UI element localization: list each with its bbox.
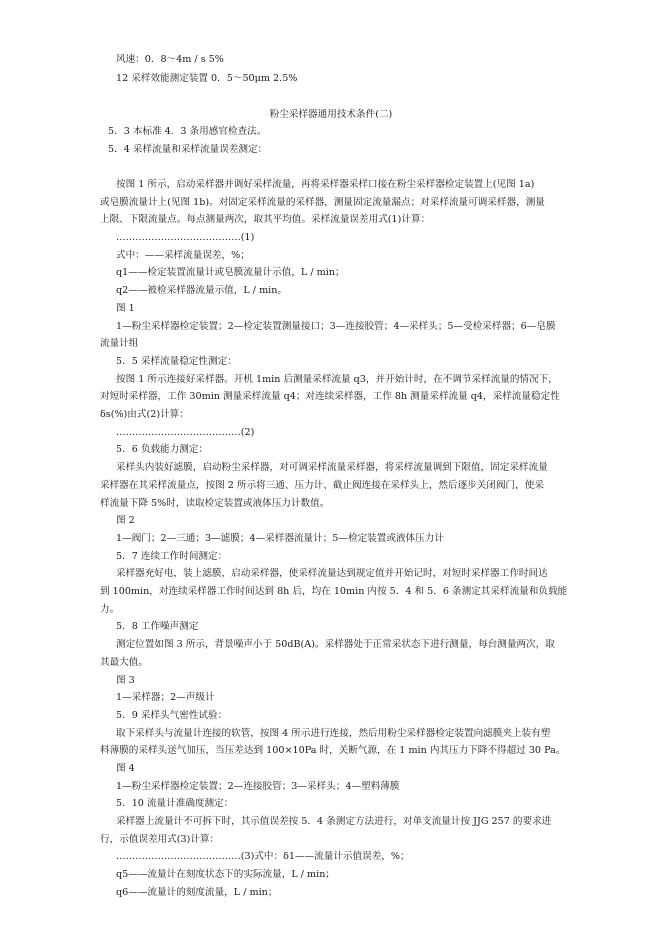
clause-5-9-para-2: 料薄膜的采样头送气加压，当压差达到 100×10Pa 时，关断气源，在 1 min 内其压力下降不得超过 30 Pa。 bbox=[100, 745, 566, 756]
line-wind-speed: 风速：0．8～4m / s 5% bbox=[116, 54, 224, 65]
figure-3-label: 图 3 bbox=[116, 675, 135, 686]
clause-5-8-para-1: 测定位置如图 3 所示，背景噪声小于 50dB(A)。采样器处于正常采状态下进行测量，每台测量两次，取 bbox=[116, 639, 555, 650]
clause-5-5-para-3: δs(%)由式(2)计算： bbox=[100, 409, 189, 420]
clause-5-7-para-1: 采样器充好电，装上滤膜，启动采样器，使采样流量达到规定值并开始记时，对短时采样器工作时间达 bbox=[116, 568, 548, 579]
clause-5-5-heading: 5．5 采样流量稳定性测定： bbox=[116, 356, 237, 367]
clause-5-10-para-2: 行，示值误差用式(3)计算： bbox=[100, 834, 220, 845]
formula-1-where: 式中：——采样流量误差，%； bbox=[116, 250, 250, 261]
figure-1-caption-1: 1—粉尘采样器检定装置；2—检定装置测量接口；3—连接胶管；4—采样头；5—受检采样器；6—皂膜 bbox=[116, 321, 556, 332]
clause-5-7-para-2: 到 100min，对连续采样器工作时间达到 8h 后，均在 10min 内按 5．4 和 5．6 条测定其采样流量和负载能 bbox=[100, 586, 568, 597]
clause-5-7-heading: 5．7 连续工作时间测定： bbox=[116, 551, 228, 562]
clause-5-7-para-3: 力。 bbox=[100, 604, 120, 615]
formula-1: …………………………………(1) bbox=[116, 232, 255, 243]
clause-5-10-para-1: 采样器上流量计不可拆下时，其示值误差按 5．4 条测定方法进行，对单支流量计按 JJG 257 的要求进 bbox=[116, 816, 552, 827]
clause-5-4-para-3: 上限、下限流量点。每点测量两次，取其平均值。采样流量误差用式(1)计算： bbox=[100, 214, 431, 225]
figure-3-caption: 1—采样器；2—声级计 bbox=[116, 692, 215, 703]
clause-5-6-para-3: 样流量下降 5%时，读取检定装置或液体压力计数值。 bbox=[100, 498, 330, 509]
clause-5-9-para-1: 取下采样头与流量计连接的软管，按图 4 所示进行连接，然后用粉尘采样器检定装置向滤膜夹上装有塑 bbox=[116, 728, 551, 739]
formula-2: …………………………………(2) bbox=[116, 427, 255, 438]
clause-5-5-para-1: 按图 1 所示连接好采样器。开机 1min 后测量采样流量 q3，并开始计时，在不调节采样流量的情况下， bbox=[116, 374, 558, 385]
formula-1-q2: q2——被检采样器流量示值，L / min。 bbox=[116, 285, 288, 296]
figure-2-label: 图 2 bbox=[116, 515, 135, 526]
clause-5-4-para-2: 或皂膜流量计上(见图 1b)。对固定采样流量的采样器，测量固定流量漏点；对采样流量可调采样器，测量 bbox=[100, 197, 545, 208]
clause-5-3: 5．3 本标准 4．3 条用感官检查法。 bbox=[108, 126, 267, 137]
section-title: 粉尘采样器通用技术条件(二) bbox=[269, 109, 393, 120]
clause-5-10-heading: 5．10 流量计准确度测定： bbox=[116, 798, 234, 809]
formula-3-q6: q6——流量计的刻度流量，L / min； bbox=[116, 887, 278, 898]
line-sampling-efficiency: 12 采样效能测定装置 0．5～50μm 2.5% bbox=[116, 73, 298, 84]
clause-5-6-para-2: 采样器在其采样流量点，按图 2 所示将三通、压力计、截止阀连接在采样头上，然后逐步关闭阀门，使采 bbox=[100, 480, 544, 491]
formula-3: …………………………………(3)式中：δ1——流量计示值误差，%； bbox=[116, 851, 410, 862]
clause-5-8-heading: 5．8 工作噪声测定 bbox=[116, 621, 199, 632]
clause-5-9-heading: 5．9 采样头气密性试验： bbox=[116, 710, 228, 721]
clause-5-6-heading: 5．6 负载能力测定： bbox=[116, 444, 209, 455]
figure-4-label: 图 4 bbox=[116, 763, 135, 774]
formula-3-q5: q5——流量计在刻度状态下的实际流量，L / min； bbox=[116, 869, 335, 880]
figure-2-caption: 1—阀门；2—三通；3—滤膜；4—采样器流量计；5—检定装置或液体压力计 bbox=[116, 533, 444, 544]
clause-5-4-para-1: 按图 1 所示，启动采样器并调好采样流量，再将采样器采样口接在粉尘采样器检定装置上(见图 1a) bbox=[116, 179, 535, 190]
figure-1-label: 图 1 bbox=[116, 303, 135, 314]
formula-1-q1: q1——检定装置流量计或皂膜流量计示值，L / min； bbox=[116, 267, 345, 278]
clause-5-6-para-1: 采样头内装好滤膜，启动粉尘采样器，对可调采样流量采样器，将采样流量调到下限值，固定采样流量 bbox=[116, 462, 548, 473]
figure-1-caption-2: 流量计组 bbox=[100, 338, 139, 349]
clause-5-5-para-2: 对短时采样器，工作 30min 测量采样流量 q4；对连续采样器，工作 8h 测量采样流量 q4，采样流量稳定性 bbox=[100, 391, 560, 402]
figure-4-caption: 1—粉尘采样器检定装置；2—连接胶管；3—采样头；4—塑料薄膜 bbox=[116, 781, 400, 792]
clause-5-8-para-2: 其最大值。 bbox=[100, 657, 148, 668]
clause-5-4-heading: 5．4 采样流量和采样流量误差测定： bbox=[108, 144, 268, 155]
